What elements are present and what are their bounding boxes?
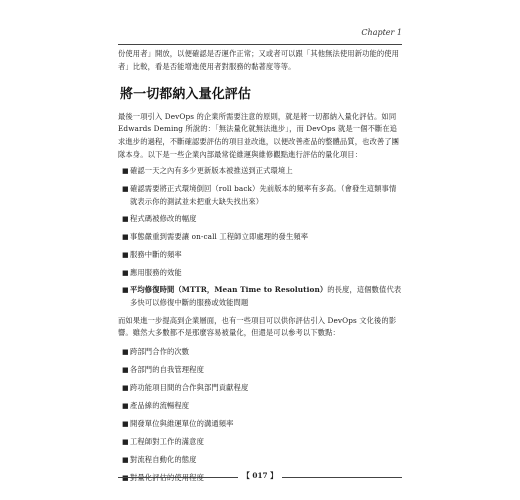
footer-rule-right [282,477,402,478]
bullet-icon: ■ [122,348,129,356]
list-item: ■ 平均修復時間（MTTR，Mean Time to Resolution）的長度，這個數值代表多快可以修復中斷的服務或效能問題 [122,285,402,308]
list-item: ■ 產品線的流暢程度 [118,400,402,413]
list-item: ■ 開發單位與維運單位的溝通頻率 [118,418,402,431]
section-paragraph-1: 最後一項引入 DevOps 的企業所需要注意的原則，就是將一切都納入量化評估。如同 Edwards Deming 所說的：「無法量化就無法進步」，而 DevOps 就是一個不斷在追求進步的過程，不斷確認要評估的項目並改進，以便改善產品的整體品質，也改善了團隊本身。以下是一些企業內部最常從維運與維修觀點進行評估的量化項目： [118,111,400,159]
page-number: 【 017 】 [242,471,278,480]
list-item: ■ 確認一天之內有多少更新版本被推送到正式環境上 [118,165,402,178]
bullet-icon: ■ [122,184,129,193]
list-item: ■ 確認需要將正式環境倒回（roll back）先前版本的頻率有多高。（會發生這類事情就表示你的測試並未把重大缺失找出來） [122,183,397,206]
section-paragraph-2: 而如果進一步提高到企業層面，也有一些項目可以供你評估引入 DevOps 文化後的影響。雖然大多數都不是那麼容易被量化，但還是可以參考以下數點： [118,315,397,338]
bullet-icon: ■ [122,401,129,410]
metrics-list [118,165,402,309]
list-item: ■ 程式碼被修改的幅度 [118,213,402,226]
list-item: ■ 各部門的自我管理程度 [118,364,402,377]
bullet-icon: ■ [122,250,129,259]
list-item: ■ 跨功能項目間的合作與部門貢獻程度 [118,382,402,395]
footer-rule-left [118,477,238,478]
bullet-icon: ■ [122,455,129,464]
bullet-icon: ■ [122,419,129,428]
list-item: ■ 跨部門合作的次數 [118,346,402,359]
bullet-icon: ■ [122,215,129,224]
enterprise-list [118,346,402,484]
bullet-icon: ■ [122,365,129,374]
list-item: ■ 工程師對工作的滿意度 [118,436,402,449]
intro-paragraph: 份使用者」開放，以便確認是否運作正常；又或者可以跟「其他無法使用新功能的使用者」比較，看是否能增進使用者對服務的黏著度等等。 [118,49,400,71]
section-title: 將一切都納入量化評估 [120,87,252,103]
list-item: ■ 對流程自動化的態度 [118,454,402,467]
bullet-icon: ■ [122,233,129,242]
bullet-icon: ■ [122,383,129,392]
list-item: ■ 事態嚴重到需要讓 on-call 工程師立即處理的發生頻率 [118,231,402,244]
bullet-icon: ■ [122,167,129,176]
list-item: ■ 應用服務的效能 [118,267,402,280]
mttr-term: 平均修復時間（MTTR，Mean Time to Resolution） [130,285,328,295]
chapter-label: Chapter 1 [361,28,402,37]
list-item: ■ 服務中斷的頻率 [118,249,402,262]
bullet-icon: ■ [122,268,129,277]
header-rule [118,44,402,45]
bullet-icon: ■ [122,286,129,295]
bullet-icon: ■ [122,437,129,446]
page-content [118,48,402,490]
bullet-icon [122,472,129,485]
